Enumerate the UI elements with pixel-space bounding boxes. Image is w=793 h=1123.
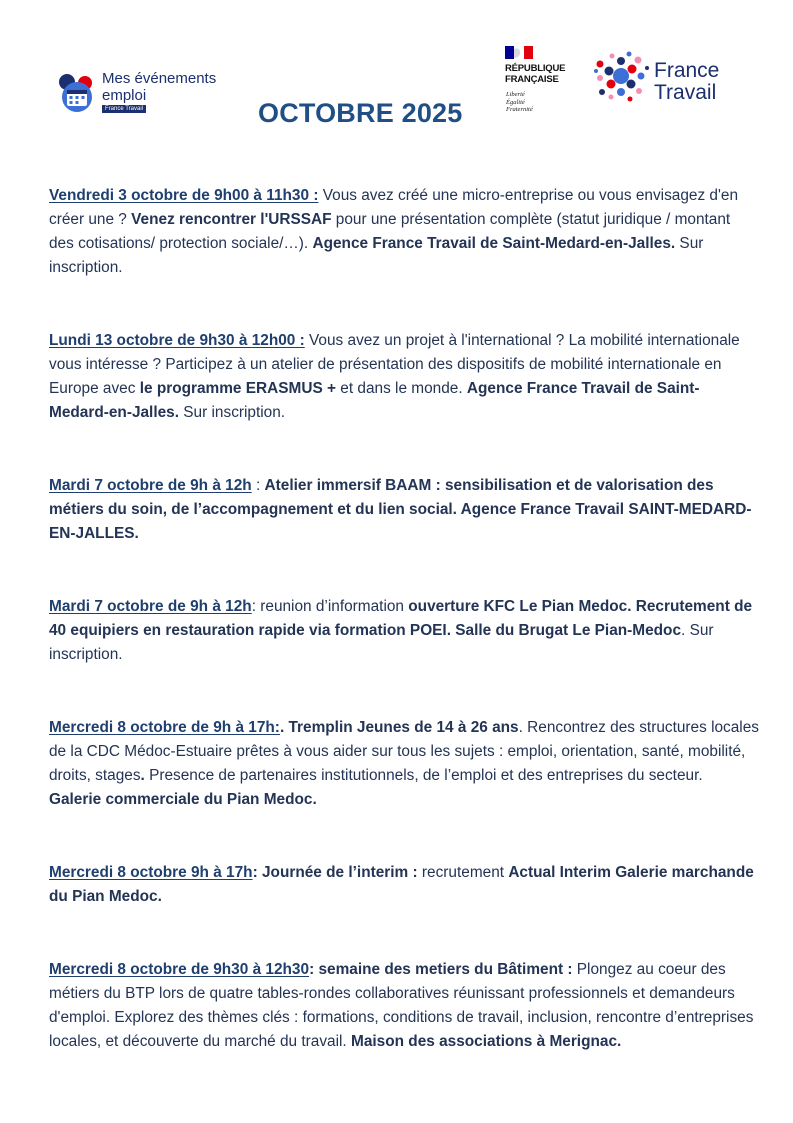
event-highlight: ouverture KFC Le Pian Medoc. Recrutement de 40 equipiers en restauration rapide via formation POEI. Salle du Brugat Le Pian-Medoc [49,598,753,639]
mee-logo-line1: Mes événements [102,70,217,87]
event-highlight: Atelier immersif BAAM : sensibilisation et de valorisation des métiers du soin, de l’accompagnement et du lien social. Agence France Travail SAINT-MEDARD-EN-JALLES. [49,477,752,542]
event-text: Vous avez un projet à l'international ? La mobilité internationale vous intéresse ? Participez à un atelier de présentation des dispositifs de mobilité internationale en Europe avec [49,332,740,397]
event-date: Mercredi 8 octobre de 9h30 à 12h30 [49,961,310,978]
mee-logo-line2: emploi [102,87,147,104]
event-highlight: le programme ERASMUS + [139,380,336,397]
event-date: Vendredi 3 octobre de 9h00 à 11h30 : [49,187,319,204]
rf-name-line2: FRANÇAISE [505,74,559,85]
events-list [49,184,759,1103]
rf-motto-line3: Fraternité [506,106,533,113]
event-item [49,474,759,546]
event-text: et dans le monde. [336,380,467,397]
calendar-people-icon [55,72,99,116]
event-registration: Sur inscription. [49,235,704,276]
event-location: Actual Interim Galerie marchande du Pian Medoc. [49,864,754,905]
event-highlight: : semaine des metiers du Bâtiment : [309,961,573,978]
event-text: Presence de partenaires institutionnels, de l’emploi et des entreprises du secteur. [144,767,703,784]
rf-motto [506,91,533,114]
mee-logo-subtitle: France Travail [102,105,146,113]
republique-francaise-logo [505,46,585,118]
event-highlight: Venez rencontrer l'URSSAF [131,211,332,228]
event-text: Plongez au coeur des métiers du BTP lors de quatre tables-rondes collaboratives réunissant professionnels et demandeurs d'emploi. Explorez des thèmes clés : formations, conditions de travail, inclusion, rencontre d’entreprises locales, et découverte du marché du travail. [49,961,754,1050]
marianne-flag-icon [505,46,533,59]
event-registration: Sur inscription. [179,404,286,421]
event-item [49,861,759,909]
page-title: OCTOBRE 2025 [258,98,463,128]
rf-name [505,63,565,85]
ft-name [654,60,719,104]
ft-name-line1: France [654,59,720,82]
event-date: Mercredi 8 octobre 9h à 17h [49,864,253,881]
event-location: Maison des associations à Merignac. [351,1033,622,1050]
event-location: Agence France Travail de Saint-Medard-en-Jalles. [312,235,676,252]
rf-motto-line1: Liberté [506,91,525,98]
ft-name-line2: Travail [654,81,717,104]
event-location: Galerie commerciale du Pian Medoc. [49,791,317,808]
event-date: Mardi 7 octobre de 9h à 12h [49,477,252,494]
event-text: recrutement [417,864,509,881]
event-item [49,716,759,812]
france-travail-dots-icon [594,50,652,108]
event-text: : reunion d’information [251,598,409,615]
event-location: Agence France Travail de Saint-Medard-en-Jalles. [49,380,700,421]
mee-logo-text [102,70,216,104]
france-travail-logo [594,50,744,110]
event-item [49,595,759,667]
event-highlight: . Tremplin Jeunes de 14 à 26 ans [279,719,519,736]
event-punct: . [140,767,145,784]
event-text: : [251,477,265,494]
event-item [49,958,759,1054]
event-text: Vous avez créé une micro-entreprise ou vous envisagez d'en créer une ? [49,187,739,228]
event-date: Mardi 7 octobre de 9h à 12h [49,598,252,615]
event-date: Mercredi 8 octobre de 9h à 17h: [49,719,280,736]
event-item [49,184,759,280]
event-text: pour une présentation complète (statut juridique / montant des cotisations/ protection sociale/…). [49,211,731,252]
event-text: . Rencontrez des structures locales de la CDC Médoc-Estuaire prêtes à vous aider sur tous les sujets : emploi, orientation, santé, mobilité, droits, stages [49,719,759,784]
event-highlight: : Journée de l’interim : [252,864,418,881]
rf-motto-line2: Égalité [506,98,525,106]
rf-name-line1: RÉPUBLIQUE [505,63,566,74]
event-item [49,329,759,425]
event-date: Lundi 13 octobre de 9h30 à 12h00 : [49,332,305,349]
event-registration: . Sur inscription. [49,622,714,663]
mes-evenements-emploi-logo [55,68,245,116]
